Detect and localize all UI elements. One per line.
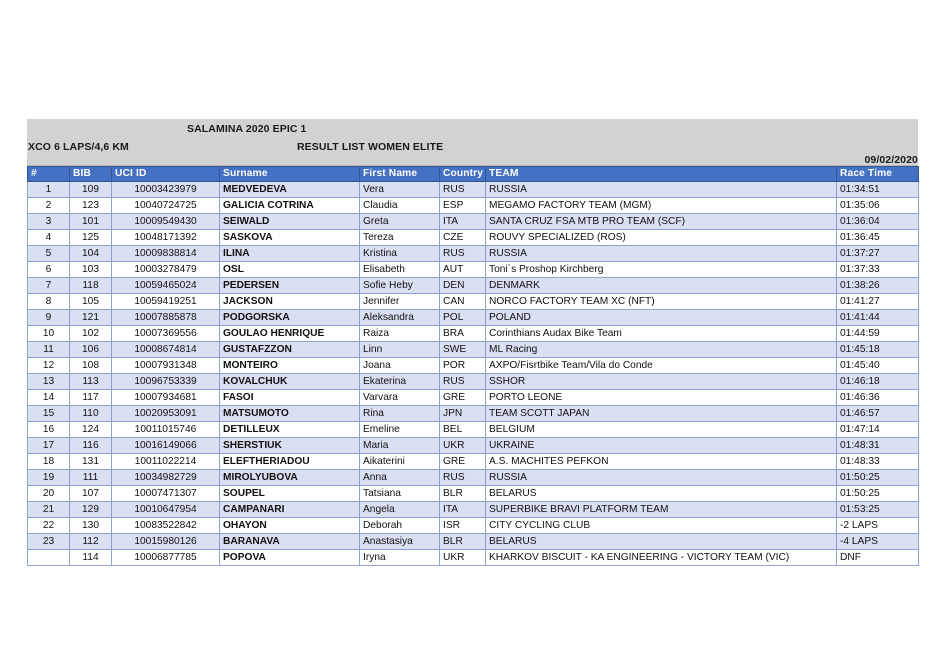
cell-surname: SEIWALD	[220, 214, 360, 230]
cell-first-name: Iryna	[360, 550, 440, 566]
cell-country: UKR	[440, 550, 486, 566]
table-row[interactable]	[28, 246, 919, 262]
cell-bib: 111	[70, 470, 112, 486]
cell-rank: 14	[28, 390, 70, 406]
cell-country: ISR	[440, 518, 486, 534]
cell-bib: 112	[70, 534, 112, 550]
cell-uci-id: 10096753339	[112, 374, 220, 390]
cell-surname: MATSUMOTO	[220, 406, 360, 422]
cell-uci-id: 10010647954	[112, 502, 220, 518]
cell-uci-id: 10011022214	[112, 454, 220, 470]
cell-uci-id: 10011015746	[112, 422, 220, 438]
cell-rank	[28, 550, 70, 566]
cell-country: POL	[440, 310, 486, 326]
cell-country: ESP	[440, 198, 486, 214]
cell-race-time: 01:50:25	[837, 486, 919, 502]
cell-first-name: Tereza	[360, 230, 440, 246]
cell-country: GRE	[440, 390, 486, 406]
cell-rank: 8	[28, 294, 70, 310]
cell-rank: 5	[28, 246, 70, 262]
column-header-uci-id[interactable]: UCI ID	[112, 167, 220, 182]
table-row[interactable]	[28, 374, 919, 390]
cell-first-name: Aikaterini	[360, 454, 440, 470]
cell-bib: 109	[70, 182, 112, 198]
cell-team: MEGAMO FACTORY TEAM (MGM)	[486, 198, 837, 214]
cell-uci-id: 10009838814	[112, 246, 220, 262]
column-header-bib[interactable]: BIB	[70, 167, 112, 182]
cell-team: RUSSIA	[486, 246, 837, 262]
cell-first-name: Anastasiya	[360, 534, 440, 550]
cell-first-name: Linn	[360, 342, 440, 358]
cell-surname: PODGORSKA	[220, 310, 360, 326]
cell-country: BRA	[440, 326, 486, 342]
cell-race-time: 01:41:44	[837, 310, 919, 326]
cell-surname: GUSTAFZZON	[220, 342, 360, 358]
cell-first-name: Raiza	[360, 326, 440, 342]
cell-uci-id: 10040724725	[112, 198, 220, 214]
cell-country: CZE	[440, 230, 486, 246]
cell-race-time: 01:53:25	[837, 502, 919, 518]
cell-bib: 106	[70, 342, 112, 358]
cell-bib: 110	[70, 406, 112, 422]
column-header-race-time[interactable]: Race Time	[837, 167, 919, 182]
cell-country: SWE	[440, 342, 486, 358]
cell-first-name: Ekaterina	[360, 374, 440, 390]
cell-surname: MONTEIRO	[220, 358, 360, 374]
cell-team: AXPO/Fisrtbike Team/Vila do Conde	[486, 358, 837, 374]
cell-rank: 4	[28, 230, 70, 246]
cell-bib: 123	[70, 198, 112, 214]
cell-surname: OSL	[220, 262, 360, 278]
cell-surname: SASKOVA	[220, 230, 360, 246]
cell-bib: 131	[70, 454, 112, 470]
table-header-row	[28, 167, 919, 182]
cell-country: RUS	[440, 182, 486, 198]
cell-race-time: 01:46:57	[837, 406, 919, 422]
column-header-country[interactable]: Country	[440, 167, 486, 182]
table-row[interactable]	[28, 534, 919, 550]
cell-first-name: Maria	[360, 438, 440, 454]
cell-rank: 10	[28, 326, 70, 342]
cell-team: BELARUS	[486, 486, 837, 502]
cell-rank: 1	[28, 182, 70, 198]
cell-surname: KOVALCHUK	[220, 374, 360, 390]
cell-surname: SOUPEL	[220, 486, 360, 502]
sheet-header-banner	[27, 119, 918, 166]
cell-first-name: Vera	[360, 182, 440, 198]
cell-race-time: 01:36:45	[837, 230, 919, 246]
cell-first-name: Greta	[360, 214, 440, 230]
cell-team: PORTO LEONE	[486, 390, 837, 406]
cell-bib: 101	[70, 214, 112, 230]
cell-uci-id: 10059465024	[112, 278, 220, 294]
cell-bib: 114	[70, 550, 112, 566]
table-row[interactable]	[28, 198, 919, 214]
table-row[interactable]	[28, 422, 919, 438]
cell-surname: POPOVA	[220, 550, 360, 566]
cell-uci-id: 10009549430	[112, 214, 220, 230]
cell-first-name: Kristina	[360, 246, 440, 262]
cell-surname: MIROLYUBOVA	[220, 470, 360, 486]
table-row[interactable]	[28, 310, 919, 326]
cell-race-time: 01:50:25	[837, 470, 919, 486]
cell-uci-id: 10007471307	[112, 486, 220, 502]
cell-race-time: 01:34:51	[837, 182, 919, 198]
cell-rank: 23	[28, 534, 70, 550]
cell-uci-id: 10048171392	[112, 230, 220, 246]
cell-race-time: 01:48:31	[837, 438, 919, 454]
cell-first-name: Jennifer	[360, 294, 440, 310]
table-row[interactable]	[28, 358, 919, 374]
cell-uci-id: 10008674814	[112, 342, 220, 358]
cell-race-time: 01:46:36	[837, 390, 919, 406]
cell-rank: 3	[28, 214, 70, 230]
cell-rank: 16	[28, 422, 70, 438]
cell-rank: 12	[28, 358, 70, 374]
table-row[interactable]	[28, 470, 919, 486]
column-header-rank[interactable]: #	[28, 167, 70, 182]
race-format-label: XCO 6 LAPS/4,6 KM	[28, 141, 129, 153]
cell-team: TEAM SCOTT JAPAN	[486, 406, 837, 422]
column-header-first-name[interactable]: First Name	[360, 167, 440, 182]
cell-race-time: 01:36:04	[837, 214, 919, 230]
cell-team: Corinthians Audax Bike Team	[486, 326, 837, 342]
cell-bib: 125	[70, 230, 112, 246]
cell-race-time: DNF	[837, 550, 919, 566]
table-body	[28, 182, 919, 566]
table-row[interactable]	[28, 326, 919, 342]
cell-first-name: Deborah	[360, 518, 440, 534]
cell-team: SUPERBIKE BRAVI PLATFORM TEAM	[486, 502, 837, 518]
table-row[interactable]	[28, 342, 919, 358]
cell-surname: FASOI	[220, 390, 360, 406]
cell-first-name: Sofie Heby	[360, 278, 440, 294]
cell-uci-id: 10007931348	[112, 358, 220, 374]
cell-country: BLR	[440, 534, 486, 550]
cell-rank: 22	[28, 518, 70, 534]
table-row[interactable]	[28, 406, 919, 422]
cell-uci-id: 10003278479	[112, 262, 220, 278]
cell-first-name: Rina	[360, 406, 440, 422]
cell-surname: DETILLEUX	[220, 422, 360, 438]
cell-race-time: 01:37:27	[837, 246, 919, 262]
cell-bib: 105	[70, 294, 112, 310]
cell-team: RUSSIA	[486, 182, 837, 198]
cell-country: RUS	[440, 374, 486, 390]
cell-team: NORCO FACTORY TEAM XC (NFT)	[486, 294, 837, 310]
results-table	[27, 166, 919, 566]
cell-uci-id: 10020953091	[112, 406, 220, 422]
table-row[interactable]	[28, 230, 919, 246]
table-row[interactable]	[28, 486, 919, 502]
cell-rank: 11	[28, 342, 70, 358]
table-row[interactable]	[28, 294, 919, 310]
cell-race-time: 01:47:14	[837, 422, 919, 438]
cell-team: UKRAINE	[486, 438, 837, 454]
cell-race-time: 01:44:59	[837, 326, 919, 342]
cell-race-time: -2 LAPS	[837, 518, 919, 534]
cell-rank: 15	[28, 406, 70, 422]
cell-first-name: Tatsiana	[360, 486, 440, 502]
cell-race-time: 01:45:18	[837, 342, 919, 358]
cell-surname: JACKSON	[220, 294, 360, 310]
cell-surname: SHERSTIUK	[220, 438, 360, 454]
cell-country: POR	[440, 358, 486, 374]
cell-race-time: 01:45:40	[837, 358, 919, 374]
table-row[interactable]	[28, 182, 919, 198]
table-row[interactable]	[28, 502, 919, 518]
cell-surname: CAMPANARI	[220, 502, 360, 518]
cell-bib: 121	[70, 310, 112, 326]
cell-surname: GOULAO HENRIQUE	[220, 326, 360, 342]
cell-first-name: Anna	[360, 470, 440, 486]
cell-bib: 102	[70, 326, 112, 342]
cell-rank: 13	[28, 374, 70, 390]
cell-first-name: Angela	[360, 502, 440, 518]
cell-race-time: 01:38:26	[837, 278, 919, 294]
column-header-surname[interactable]: Surname	[220, 167, 360, 182]
cell-rank: 6	[28, 262, 70, 278]
cell-bib: 104	[70, 246, 112, 262]
cell-uci-id: 10015980126	[112, 534, 220, 550]
cell-uci-id: 10006877785	[112, 550, 220, 566]
cell-rank: 21	[28, 502, 70, 518]
column-header-team[interactable]: TEAM	[486, 167, 837, 182]
cell-race-time: 01:46:18	[837, 374, 919, 390]
cell-country: RUS	[440, 246, 486, 262]
cell-team: CITY CYCLING CLUB	[486, 518, 837, 534]
cell-surname: OHAYON	[220, 518, 360, 534]
cell-race-time: 01:41:27	[837, 294, 919, 310]
table-row[interactable]	[28, 438, 919, 454]
cell-team: ROUVY SPECIALIZED (ROS)	[486, 230, 837, 246]
cell-uci-id: 10034982729	[112, 470, 220, 486]
cell-bib: 129	[70, 502, 112, 518]
table-row[interactable]	[28, 550, 919, 566]
cell-race-time: -4 LAPS	[837, 534, 919, 550]
cell-rank: 7	[28, 278, 70, 294]
cell-country: RUS	[440, 470, 486, 486]
result-list-subtitle: RESULT LIST WOMEN ELITE	[297, 141, 444, 153]
cell-rank: 2	[28, 198, 70, 214]
cell-uci-id: 10003423979	[112, 182, 220, 198]
cell-bib: 113	[70, 374, 112, 390]
cell-bib: 118	[70, 278, 112, 294]
table-row[interactable]	[28, 278, 919, 294]
cell-surname: ELEFTHERIADOU	[220, 454, 360, 470]
table-row[interactable]	[28, 390, 919, 406]
table-row[interactable]	[28, 214, 919, 230]
cell-first-name: Joana	[360, 358, 440, 374]
cell-uci-id: 10007934681	[112, 390, 220, 406]
table-row[interactable]	[28, 518, 919, 534]
cell-uci-id: 10083522842	[112, 518, 220, 534]
cell-team: RUSSIA	[486, 470, 837, 486]
cell-rank: 18	[28, 454, 70, 470]
cell-surname: GALICIA COTRINA	[220, 198, 360, 214]
cell-race-time: 01:35:06	[837, 198, 919, 214]
cell-country: BLR	[440, 486, 486, 502]
cell-country: JPN	[440, 406, 486, 422]
cell-team: KHARKOV BISCUIT - KA ENGINEERING - VICTORY TEAM (VIC)	[486, 550, 837, 566]
cell-team: BELARUS	[486, 534, 837, 550]
cell-surname: BARANAVA	[220, 534, 360, 550]
cell-first-name: Emeline	[360, 422, 440, 438]
cell-rank: 9	[28, 310, 70, 326]
cell-race-time: 01:37:33	[837, 262, 919, 278]
cell-country: ITA	[440, 214, 486, 230]
cell-first-name: Varvara	[360, 390, 440, 406]
cell-team: DENMARK	[486, 278, 837, 294]
cell-bib: 116	[70, 438, 112, 454]
cell-team: POLAND	[486, 310, 837, 326]
cell-country: GRE	[440, 454, 486, 470]
cell-first-name: Elisabeth	[360, 262, 440, 278]
cell-race-time: 01:48:33	[837, 454, 919, 470]
event-title: SALAMINA 2020 EPIC 1	[187, 123, 307, 135]
table-row[interactable]	[28, 262, 919, 278]
cell-team: BELGIUM	[486, 422, 837, 438]
cell-surname: MEDVEDEVA	[220, 182, 360, 198]
cell-bib: 107	[70, 486, 112, 502]
cell-team: SSHOR	[486, 374, 837, 390]
cell-country: DEN	[440, 278, 486, 294]
cell-uci-id: 10059419251	[112, 294, 220, 310]
cell-country: ITA	[440, 502, 486, 518]
cell-uci-id: 10007369556	[112, 326, 220, 342]
cell-bib: 103	[70, 262, 112, 278]
cell-team: Toni`s Proshop Kirchberg	[486, 262, 837, 278]
results-sheet	[27, 119, 918, 566]
cell-rank: 20	[28, 486, 70, 502]
cell-country: CAN	[440, 294, 486, 310]
event-date: 09/02/2020	[864, 154, 918, 166]
cell-bib: 108	[70, 358, 112, 374]
cell-team: A.S. MACHITES PEFKON	[486, 454, 837, 470]
cell-bib: 124	[70, 422, 112, 438]
cell-rank: 17	[28, 438, 70, 454]
cell-country: AUT	[440, 262, 486, 278]
cell-team: SANTA CRUZ FSA MTB PRO TEAM (SCF)	[486, 214, 837, 230]
cell-surname: PEDERSEN	[220, 278, 360, 294]
cell-first-name: Aleksandra	[360, 310, 440, 326]
cell-bib: 117	[70, 390, 112, 406]
cell-surname: ILINA	[220, 246, 360, 262]
cell-team: ML Racing	[486, 342, 837, 358]
cell-first-name: Claudia	[360, 198, 440, 214]
cell-country: UKR	[440, 438, 486, 454]
cell-uci-id: 10016149066	[112, 438, 220, 454]
cell-rank: 19	[28, 470, 70, 486]
cell-country: BEL	[440, 422, 486, 438]
cell-uci-id: 10007885878	[112, 310, 220, 326]
table-row[interactable]	[28, 454, 919, 470]
cell-bib: 130	[70, 518, 112, 534]
